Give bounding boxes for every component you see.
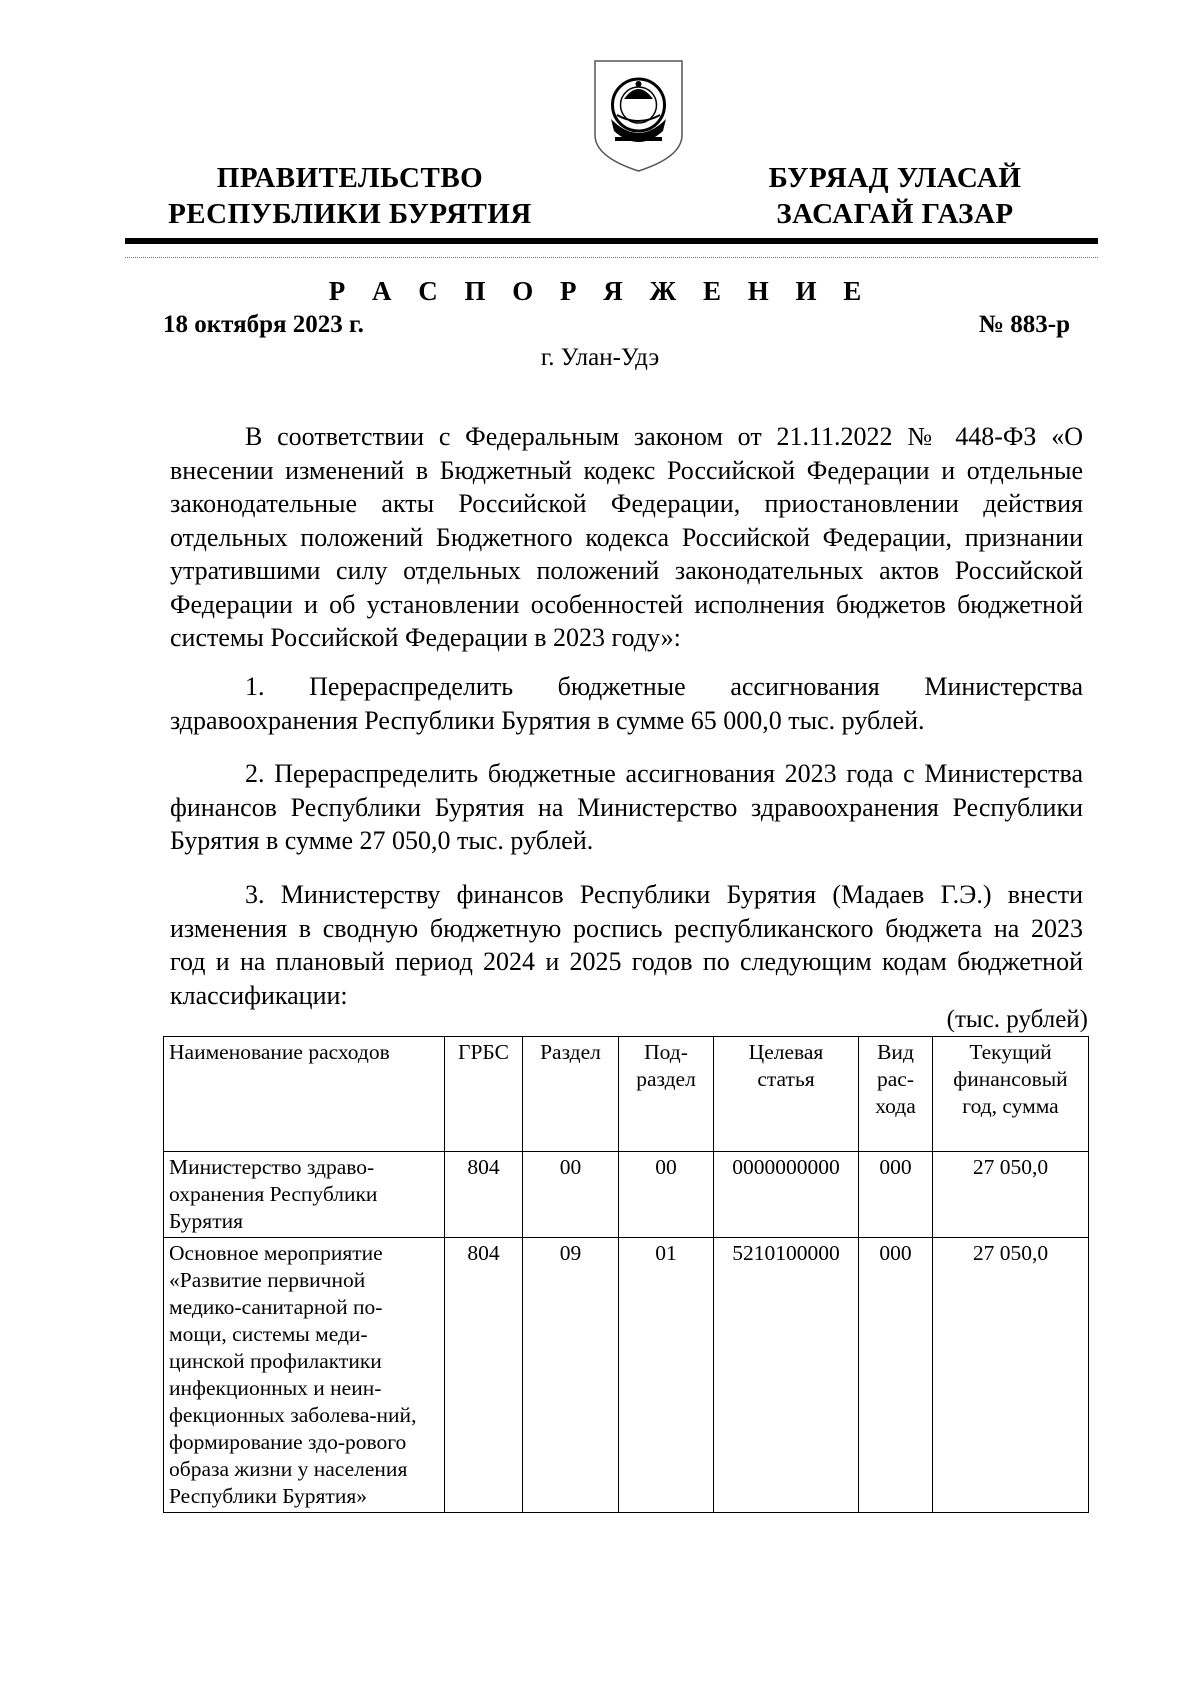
cell-amount: 27 050,0 bbox=[933, 1152, 1089, 1238]
header-target: Целевая статья bbox=[714, 1037, 859, 1152]
cell-grbs: 804 bbox=[445, 1152, 523, 1238]
cell-expense-type: 000 bbox=[859, 1238, 933, 1513]
cell-target: 5210100000 bbox=[714, 1238, 859, 1513]
cell-grbs: 804 bbox=[445, 1238, 523, 1513]
cell-name: Основное мероприятие «Развитие первичной медико-санитарной по-мощи, системы меди-цинской профилактики инфекционных и неин-фекционных заболева-ний, формирование здо-рового образа жизни у населения Республики Бурятия» bbox=[164, 1238, 445, 1513]
header-divider-thin bbox=[125, 257, 1098, 258]
cell-name: Министерство здраво-охранения Республики Бурятия bbox=[164, 1152, 445, 1238]
header-subsection: Под-раздел bbox=[619, 1037, 714, 1152]
header-expense-type: Вид рас-хода bbox=[859, 1037, 933, 1152]
header-section: Раздел bbox=[523, 1037, 619, 1152]
table-header-row bbox=[164, 1037, 1089, 1152]
table-row bbox=[164, 1152, 1089, 1238]
cell-expense-type: 000 bbox=[859, 1152, 933, 1238]
org-name-buryat bbox=[740, 160, 1050, 232]
header-name: Наименование расходов bbox=[164, 1037, 445, 1152]
document-number: № 883-р bbox=[978, 311, 1070, 338]
cell-subsection: 00 bbox=[619, 1152, 714, 1238]
org-name-russian-line1: ПРАВИТЕЛЬСТВО bbox=[216, 162, 484, 194]
org-name-russian-line2: РЕСПУБЛИКИ БУРЯТИЯ bbox=[168, 198, 532, 230]
cell-amount: 27 050,0 bbox=[933, 1238, 1089, 1513]
table-units: (тыс. рублей) bbox=[946, 1006, 1088, 1033]
item-1-paragraph: 1. Перераспределить бюджетные ассигнования Министерства здравоохранения Республики Бурятия в сумме 65 000,0 тыс. рублей. bbox=[170, 672, 1083, 735]
document-date: 18 октября 2023 г. bbox=[163, 311, 364, 338]
org-name-buryat-line1: БУРЯАД УЛАСАЙ bbox=[768, 162, 1022, 194]
cell-subsection: 01 bbox=[619, 1238, 714, 1513]
document-city: г. Улан-Удэ bbox=[540, 344, 660, 371]
header-divider-thick bbox=[125, 238, 1098, 244]
preamble-paragraph: В соответствии с Федеральным законом от 21.11.2022 № 448-ФЗ «О внесении изменений в Бюджетный кодекс Российской Федерации и отдельные законодательные акты Российской Федерации, приостановлении действия отдельных положений Бюджетного кодекса Российской Федерации, признании утратившими силу отдельных положений законодательных актов Российской Федерации и об установлении особенностей исполнения бюджетов бюджетной системы Российской Федерации в 2023 году»: bbox=[170, 422, 1083, 652]
table-row bbox=[164, 1238, 1089, 1513]
item-3-paragraph: 3. Министерству финансов Республики Бурятия (Мадаев Г.Э.) внести изменения в сводную бюджетную роспись республиканского бюджета на 2023 год и на плановый период 2024 и 2025 годов по следующим кодам бюджетной классификации: bbox=[170, 880, 1083, 1010]
coat-of-arms-icon bbox=[591, 57, 686, 175]
header-grbs: ГРБС bbox=[445, 1037, 523, 1152]
budget-table bbox=[163, 1036, 1089, 1513]
org-name-russian bbox=[160, 160, 540, 232]
org-name-buryat-line2: ЗАСАГАЙ ГАЗАР bbox=[776, 198, 1014, 230]
document-type: Р А С П О Р Я Ж Е Н И Е bbox=[328, 276, 872, 306]
cell-section: 09 bbox=[523, 1238, 619, 1513]
cell-section: 00 bbox=[523, 1152, 619, 1238]
cell-target: 0000000000 bbox=[714, 1152, 859, 1238]
header-amount: Текущий финансовый год, сумма bbox=[933, 1037, 1089, 1152]
item-2-paragraph: 2. Перераспределить бюджетные ассигнования 2023 года с Министерства финансов Республики Бурятия на Министерство здравоохранения Республики Бурятия в сумме 27 050,0 тыс. рублей. bbox=[170, 759, 1083, 855]
